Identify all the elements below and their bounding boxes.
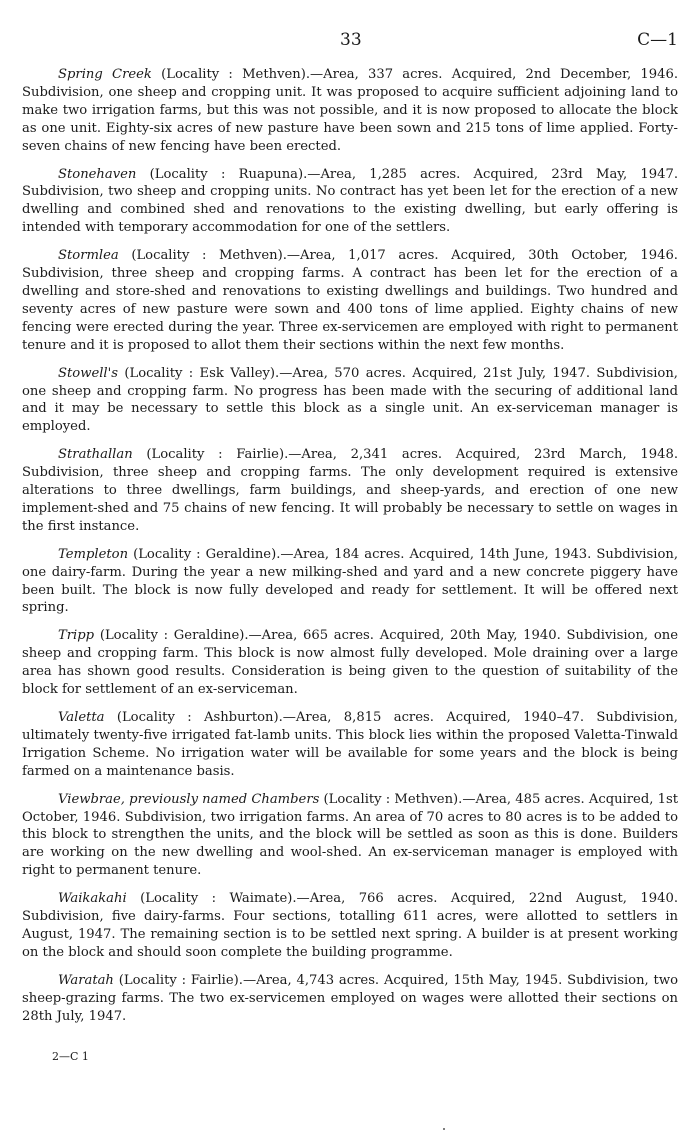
entry-viewbrae bbox=[22, 791, 678, 881]
print-speck bbox=[443, 1128, 445, 1130]
entry-name: Stowell's bbox=[58, 365, 118, 381]
entry-name: Valetta bbox=[58, 710, 105, 725]
document-body bbox=[22, 66, 678, 1036]
page-number: 33 bbox=[340, 30, 362, 50]
entry-strathallan bbox=[22, 446, 678, 536]
entry-name: Templeton bbox=[58, 546, 129, 562]
entry-name: Stonehaven bbox=[58, 166, 137, 182]
entry-name: Tripp bbox=[58, 628, 95, 644]
entry-text: (Locality : Geraldine).—Area, 665 acres. Acquired, 20th May, 1940. Subdivision, one sheep and cropping farm. This block is now almost fully developed. Mole draining over a large area has shown good results. Consideration is being given to the question of suitability of the block for settlement of an ex-serviceman. bbox=[22, 628, 678, 698]
signature-code: 2—C 1 bbox=[52, 1050, 89, 1063]
entry-text: (Locality : Ruapuna).—Area, 1,285 acres. Acquired, 23rd May, 1947. Subdivision, two sheep and cropping units. No contract has yet been let for the erection of a new dwelling and combined shed and renovations to the existing dwelling, but early offering is intended with temporary accommodation for one of the settlers. bbox=[22, 166, 678, 236]
entry-text: (Locality : Geraldine).—Area, 184 acres. Acquired, 14th June, 1943. Subdivision, one dairy-farm. During the year a new milking-shed and yard and a new concrete piggery have been built. The block is now fully developed and ready for settlement. It will be offered next spring. bbox=[22, 546, 678, 616]
entry-text: (Locality : Fairlie).—Area, 4,743 acres. Acquired, 15th May, 1945. Subdivision, two sheep-grazing farms. The two ex-servicemen employed on wages were allotted their sections on 28th July, 1947. bbox=[22, 972, 678, 1024]
entry-stonehaven bbox=[22, 166, 678, 238]
entry-stormlea bbox=[22, 247, 678, 354]
entry-text: (Locality : Methven).—Area, 337 acres. Acquired, 2nd December, 1946. Subdivision, one sheep and cropping unit. It was proposed to acquire sufficient adjoining land to make two irrigation farms, but this was not possible, and it is now proposed to allocate the block as one unit. Eighty-six acres of new pasture have been sown and 215 tons of lime applied. Forty-seven chains of new fencing have been erected. bbox=[22, 67, 678, 154]
entry-valetta bbox=[22, 709, 678, 781]
entry-waikakahi bbox=[22, 890, 678, 962]
entry-name: Spring Creek bbox=[58, 67, 152, 82]
entry-waratah bbox=[22, 972, 678, 1026]
series-code: C—1 bbox=[637, 30, 678, 50]
entry-text: (Locality : Fairlie).—Area, 2,341 acres. Acquired, 23rd March, 1948. Subdivision, three sheep and cropping farms. The only development required is extensive alterations to three dwellings, farm buildings, and sheep-yards, and erection of one new implement-shed and 75 chains of new fencing. It will probably be necessary to settle on wages in the first instance. bbox=[22, 447, 678, 534]
entry-name: Waratah bbox=[58, 972, 114, 988]
entry-name: Viewbrae, previously named Chambers bbox=[58, 791, 320, 807]
entry-tripp bbox=[22, 627, 678, 699]
entry-text: (Locality : Methven).—Area, 485 acres. Acquired, 1st October, 1946. Subdivision, two irrigation farms. An area of 70 acres to 80 acres is to be added to this block to strengthen the units, and the block will be settled as soon as this is done. Builders are working on the new dwelling and wool-shed. An ex-serviceman manager is employed with right to permanent tenure. bbox=[22, 791, 678, 879]
entry-text: (Locality : Methven).—Area, 1,017 acres. Acquired, 30th October, 1946. Subdivision, three sheep and cropping farms. A contract has been let for the erection of a dwelling and store-shed and renovations to existing dwellings and buildings. Two hundred and seventy acres of new pasture were sown and 400 tons of lime applied. Eighty chains of new fencing were erected during the year. Three ex-servicemen are employed with right to permanent tenure and it is proposed to allot them their sections within the next few months. bbox=[22, 248, 678, 353]
entry-text: (Locality : Ashburton).—Area, 8,815 acres. Acquired, 1940–47. Subdivision, ultimately twenty-five irrigated fat-lamb units. This block lies within the proposed Valetta-Tinwald Irrigation Scheme. No irrigation water will be available for some years and the block is being farmed on a maintenance basis. bbox=[22, 710, 678, 779]
entry-name: Stormlea bbox=[58, 248, 119, 264]
entry-stowells bbox=[22, 365, 678, 437]
entry-text: (Locality : Esk Valley).—Area, 570 acres. Acquired, 21st July, 1947. Subdivision, one sheep and cropping farm. No progress has been made with the securing of additional land and it may be necessary to settle this block as a single unit. An ex-serviceman manager is employed. bbox=[22, 365, 678, 435]
entry-spring-creek bbox=[22, 66, 678, 156]
entry-name: Strathallan bbox=[58, 447, 133, 463]
entry-name: Waikakahi bbox=[58, 891, 127, 907]
page-header bbox=[0, 30, 700, 54]
entry-templeton bbox=[22, 546, 678, 618]
entry-text: (Locality : Waimate).—Area, 766 acres. Acquired, 22nd August, 1940. Subdivision, five dairy-farms. Four sections, totalling 611 acres, were allotted to settlers in August, 1947. The remaining section is to be settled next spring. A builder is at present working on the block and should soon complete the building programme. bbox=[22, 891, 678, 960]
